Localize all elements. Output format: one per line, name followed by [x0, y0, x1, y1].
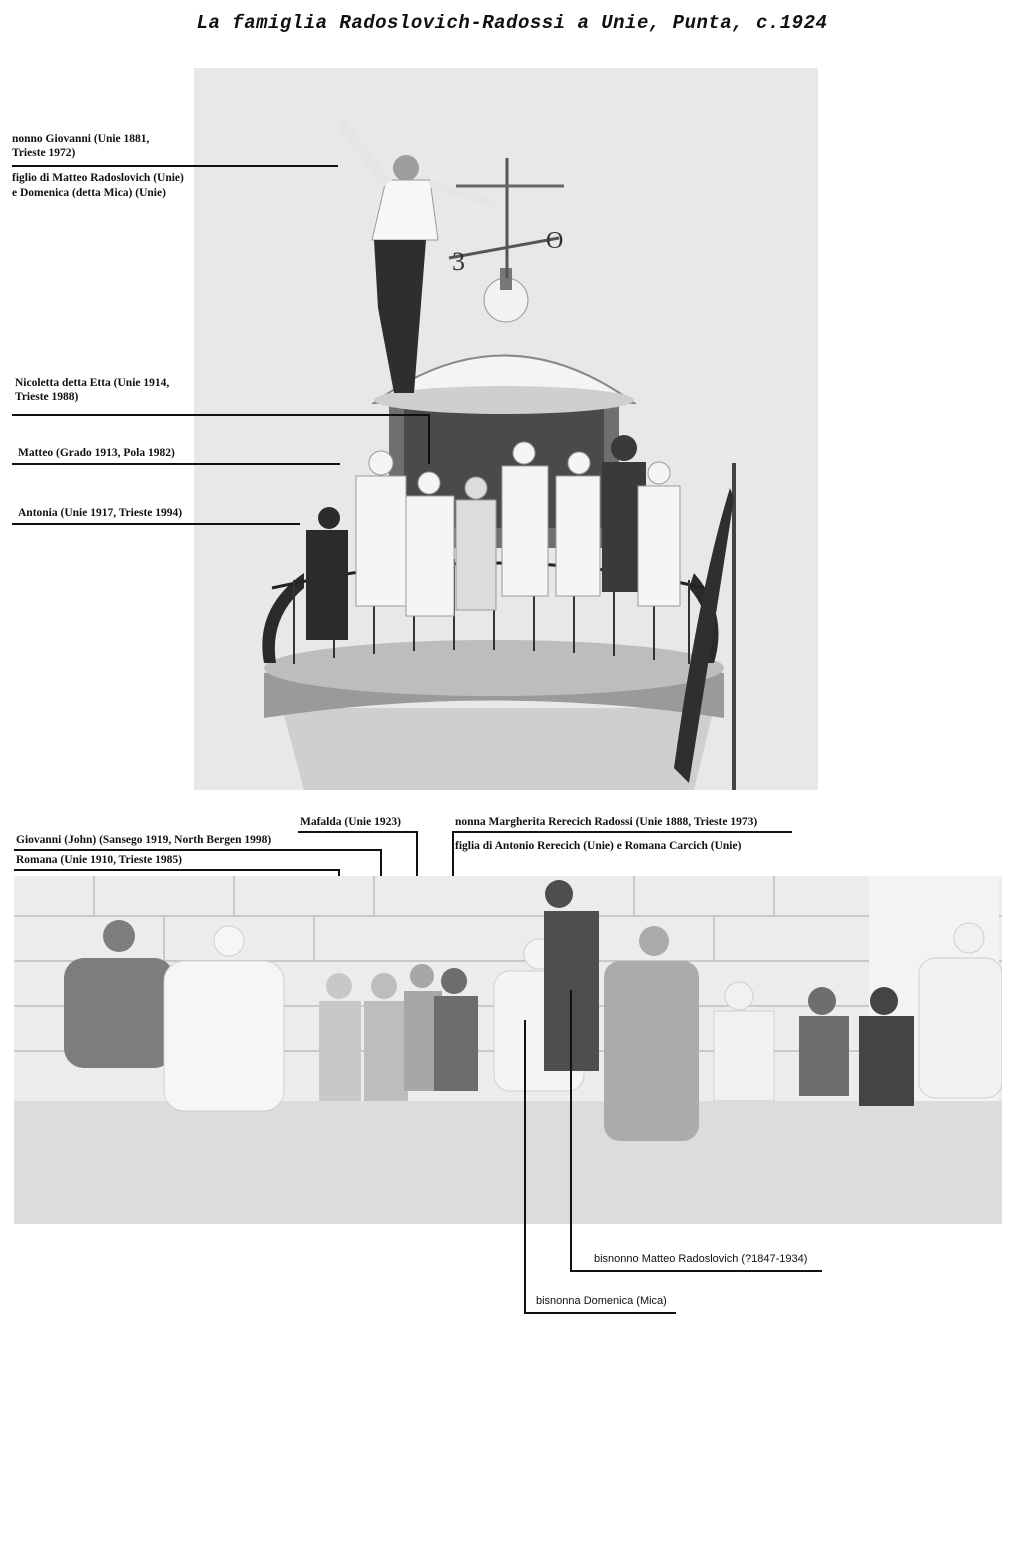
pointer-line-nicoletta [12, 414, 430, 416]
pointer-line-romana-h [14, 869, 340, 871]
pointer-line-bisnonna-v [524, 1020, 526, 1314]
label-giovanni-parents-line1: figlio di Matteo Radoslovich (Unie) [12, 172, 184, 184]
document-title: La famiglia Radoslovich-Radossi a Unie, Punta, c.1924 [196, 12, 828, 34]
pointer-line-nicoletta-down [428, 414, 430, 464]
pointer-line-giovanni [12, 165, 338, 167]
lighthouse-photo [194, 68, 818, 790]
pointer-line-margherita-h [452, 831, 792, 833]
pointer-line-matteo [12, 463, 340, 465]
label-giovanni-line2: Trieste 1972) [12, 147, 76, 159]
label-mafalda: Mafalda (Unie 1923) [300, 816, 401, 828]
pointer-line-giovanni-john-h [14, 849, 382, 851]
label-giovanni-line1: nonno Giovanni (Unie 1881, [12, 133, 150, 145]
vane-letter-west: 3 [452, 247, 465, 276]
label-romana: Romana (Unie 1910, Trieste 1985) [16, 854, 182, 866]
vane-letter-east: O [546, 228, 564, 254]
label-bisnonno: bisnonno Matteo Radoslovich (?1847-1934) [594, 1253, 808, 1265]
label-margherita: nonna Margherita Rerecich Radossi (Unie 1888, Trieste 1973) [455, 816, 758, 828]
label-antonia: Antonia (Unie 1917, Trieste 1994) [18, 507, 183, 519]
pointer-line-bisnonno-v [570, 990, 572, 1272]
label-nicoletta-line1: Nicoletta detta Etta (Unie 1914, [15, 377, 170, 389]
label-giovanni-parents-line2: e Domenica (detta Mica) (Unie) [12, 187, 166, 199]
label-giovanni-john: Giovanni (John) (Sansego 1919, North Bergen 1998) [16, 834, 272, 846]
pointer-line-mafalda-h [298, 831, 418, 833]
label-margherita-parents: figlia di Antonio Rerecich (Unie) e Romana Carcich (Unie) [455, 840, 742, 852]
label-bisnonna: bisnonna Domenica (Mica) [536, 1295, 667, 1307]
group-photo [14, 876, 1002, 1224]
label-nicoletta-line2: Trieste 1988) [15, 391, 79, 403]
pointer-line-bisnonno-h [570, 1270, 822, 1272]
pointer-line-bisnonna-h [524, 1312, 676, 1314]
pointer-line-antonia [12, 523, 300, 525]
label-matteo: Matteo (Grado 1913, Pola 1982) [18, 447, 175, 459]
